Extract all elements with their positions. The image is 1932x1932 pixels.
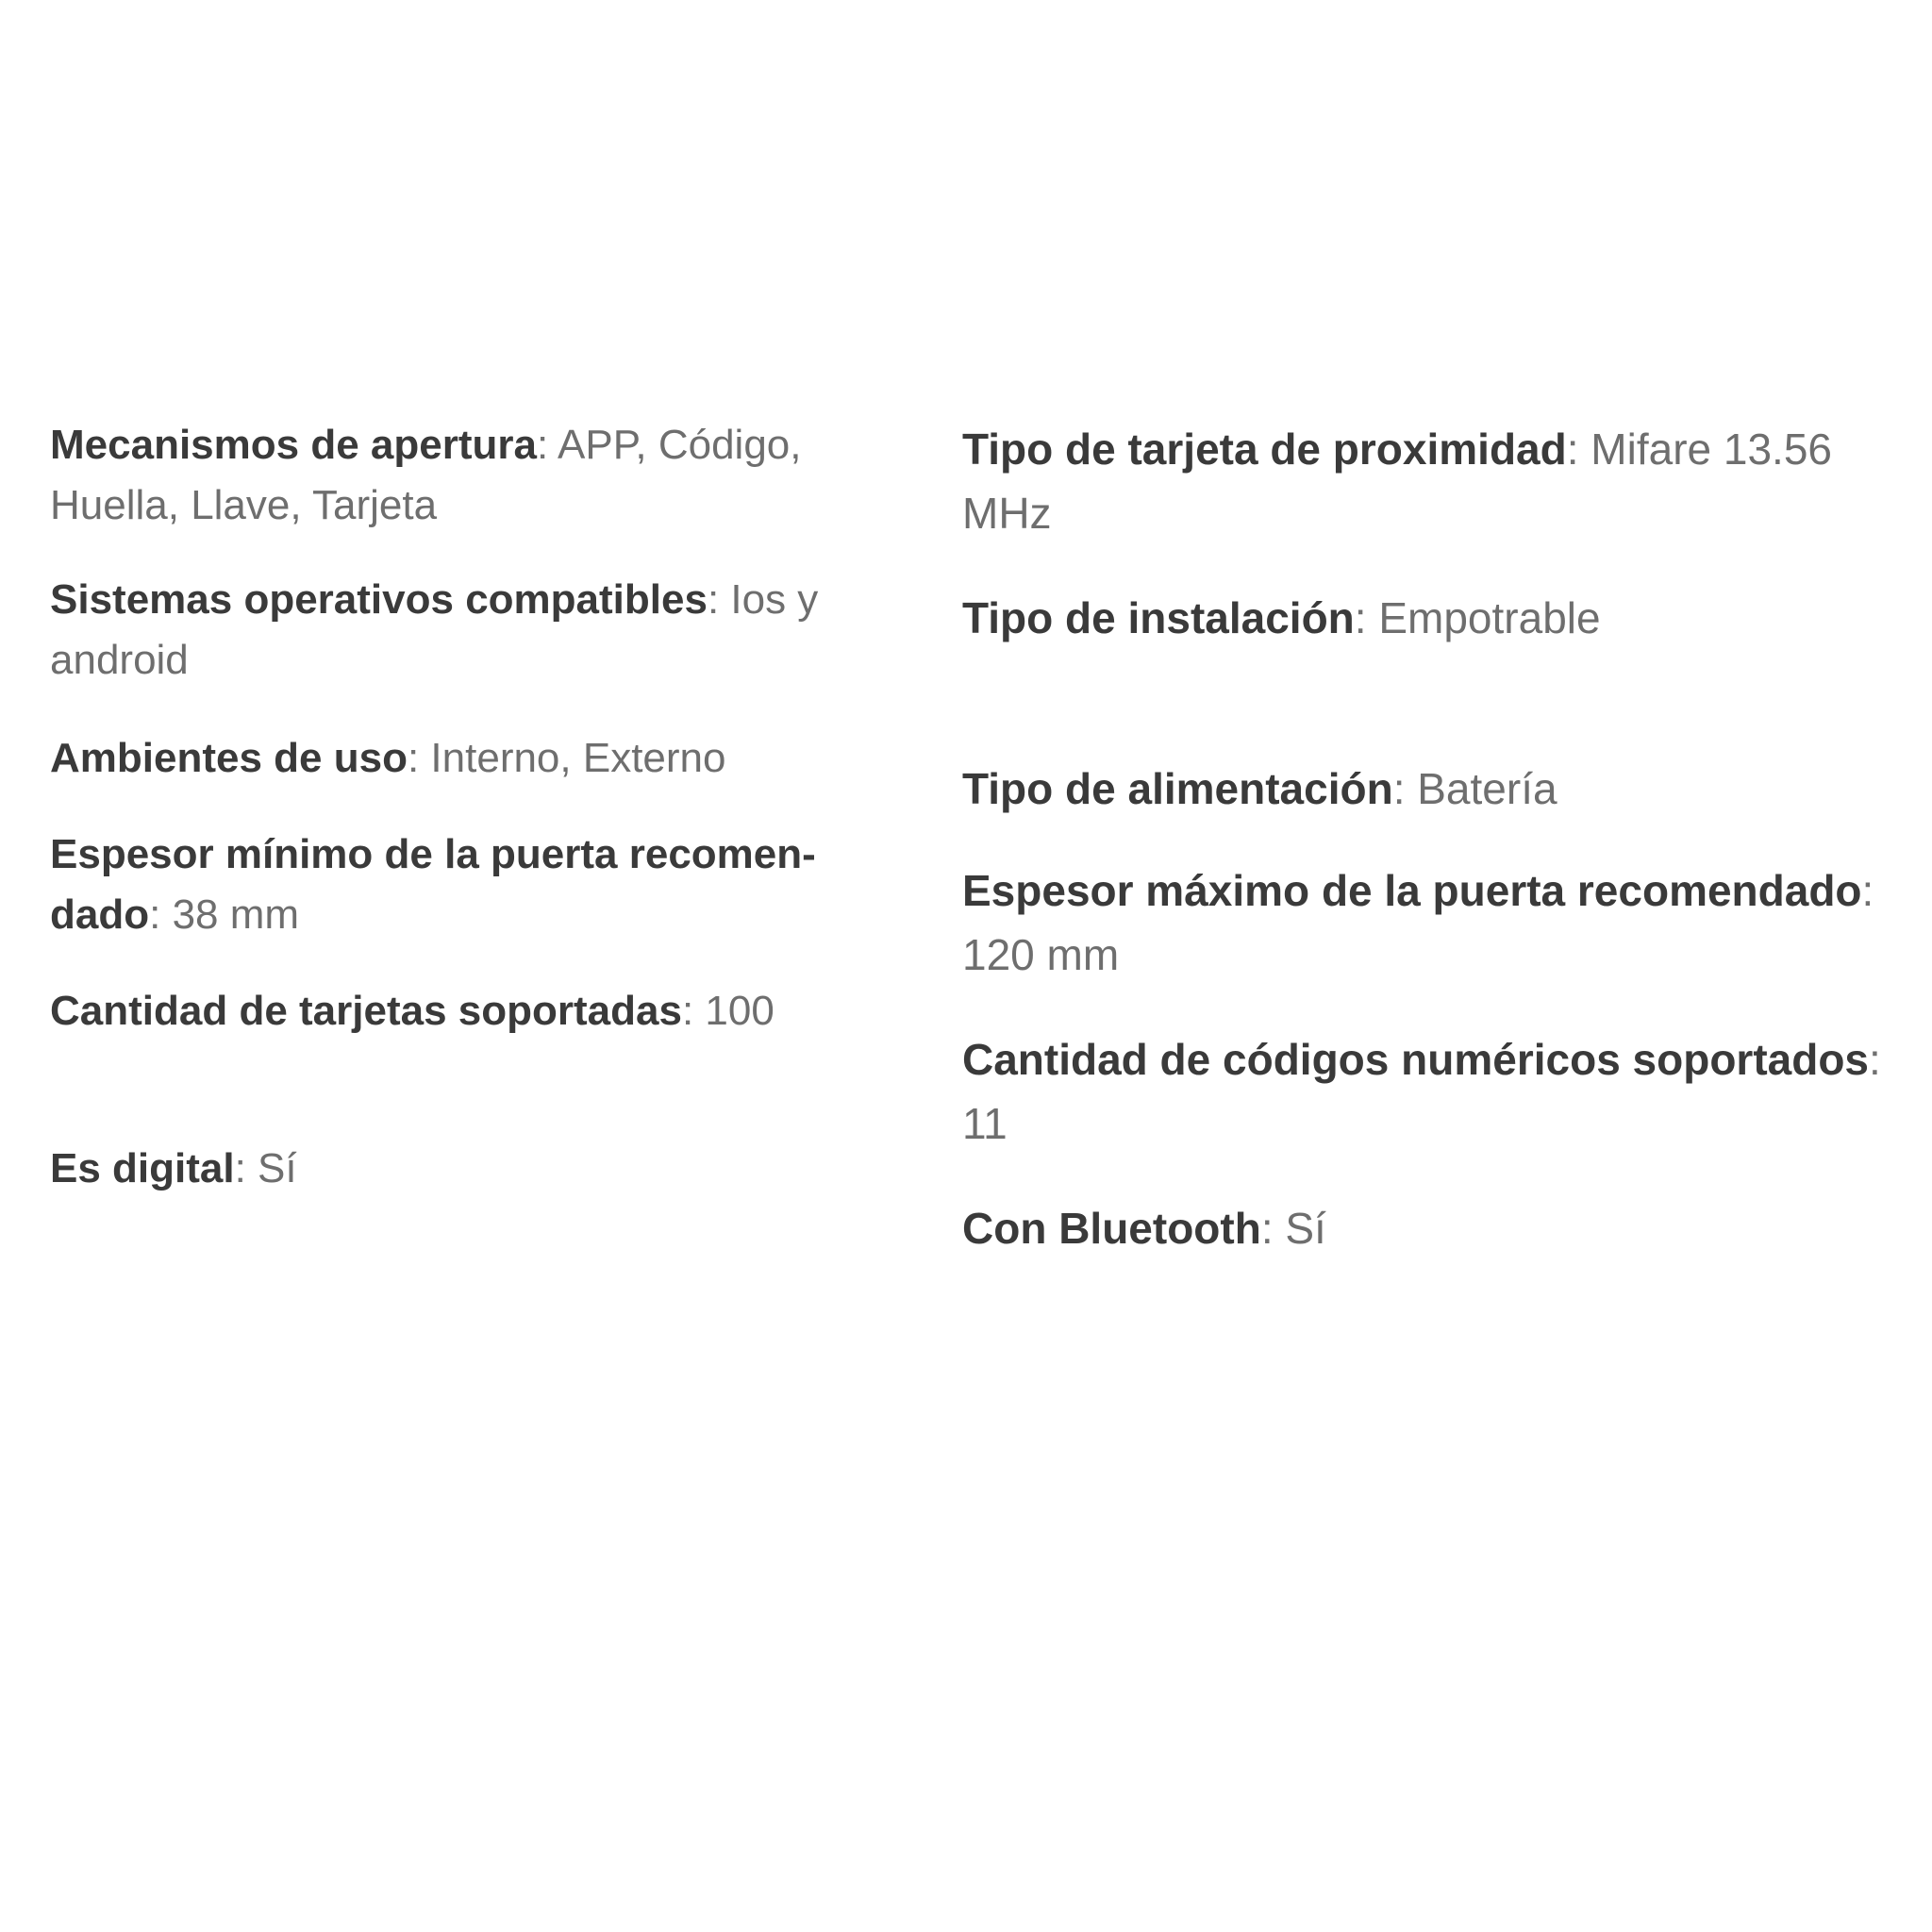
spec-label: Mecanismos de apertura: [50, 422, 537, 468]
spec-label: Tipo de alimentación: [962, 764, 1393, 813]
spec-separator: :: [407, 735, 431, 781]
spec-label: Espesor mínimo de la puerta recomendado: [50, 831, 816, 938]
spec-label: Ambientes de uso: [50, 735, 408, 781]
spec-mecanismos-de-apertura: [50, 415, 908, 536]
spec-es-digital: [50, 1139, 908, 1199]
spec-separator: :: [149, 891, 173, 938]
spec-cantidad-de-codigos: [962, 1027, 1906, 1156]
spec-ambientes-de-uso: [50, 728, 908, 789]
spec-value: Empotrable: [1378, 593, 1601, 642]
spec-separator: :: [1566, 425, 1591, 474]
spec-value: 120 mm: [962, 930, 1120, 979]
spec-tipo-de-alimentacion: [962, 757, 1906, 821]
spec-con-bluetooth: [962, 1196, 1906, 1260]
spec-value: Sí: [1285, 1204, 1326, 1253]
spec-label: Con Bluetooth: [962, 1204, 1261, 1253]
spec-value: 11: [962, 1099, 1008, 1148]
spec-label: Espesor máximo de la puerta recomendado: [962, 866, 1862, 915]
spec-tipo-de-instalacion: [962, 586, 1906, 650]
spec-cantidad-de-tarjetas: [50, 981, 908, 1041]
spec-tipo-de-tarjeta: [962, 417, 1906, 545]
spec-label: Es digital: [50, 1145, 235, 1191]
specs-column-right: [962, 0, 1906, 1932]
spec-separator: :: [707, 576, 731, 623]
spec-separator: :: [1260, 1204, 1286, 1253]
spec-label: Tipo de tarjeta de proximidad: [962, 425, 1567, 474]
spec-label: Sistemas operativos compatibles: [50, 576, 708, 623]
spec-value: Ios y android: [50, 576, 819, 683]
spec-value: Interno, Externo: [430, 735, 726, 781]
spec-label: Tipo de instalación: [962, 593, 1355, 642]
spec-value: 38 mm: [172, 891, 300, 938]
spec-label: Cantidad de códigos numéricos soportados: [962, 1035, 1870, 1084]
spec-value: Sí: [258, 1145, 297, 1191]
spec-separator: :: [1869, 1035, 1881, 1084]
spec-espesor-maximo: [962, 858, 1906, 987]
spec-value: APP, Código, Huella, Llave, Tarjeta: [50, 422, 802, 528]
spec-separator: :: [1861, 866, 1874, 915]
spec-separator: :: [681, 988, 706, 1034]
spec-value: 100: [705, 988, 774, 1034]
spec-espesor-minimo: [50, 824, 908, 945]
spec-separator: :: [1354, 593, 1379, 642]
spec-separator: :: [1392, 764, 1418, 813]
spec-value: Batería: [1417, 764, 1557, 813]
spec-separator: :: [234, 1145, 258, 1191]
spec-separator: :: [536, 422, 558, 468]
spec-sistemas-operativos: [50, 570, 908, 691]
spec-value: Mifare 13.56 MHz: [962, 425, 1832, 538]
specs-column-left: [50, 0, 908, 1932]
spec-label: Cantidad de tarjetas soportadas: [50, 988, 682, 1034]
